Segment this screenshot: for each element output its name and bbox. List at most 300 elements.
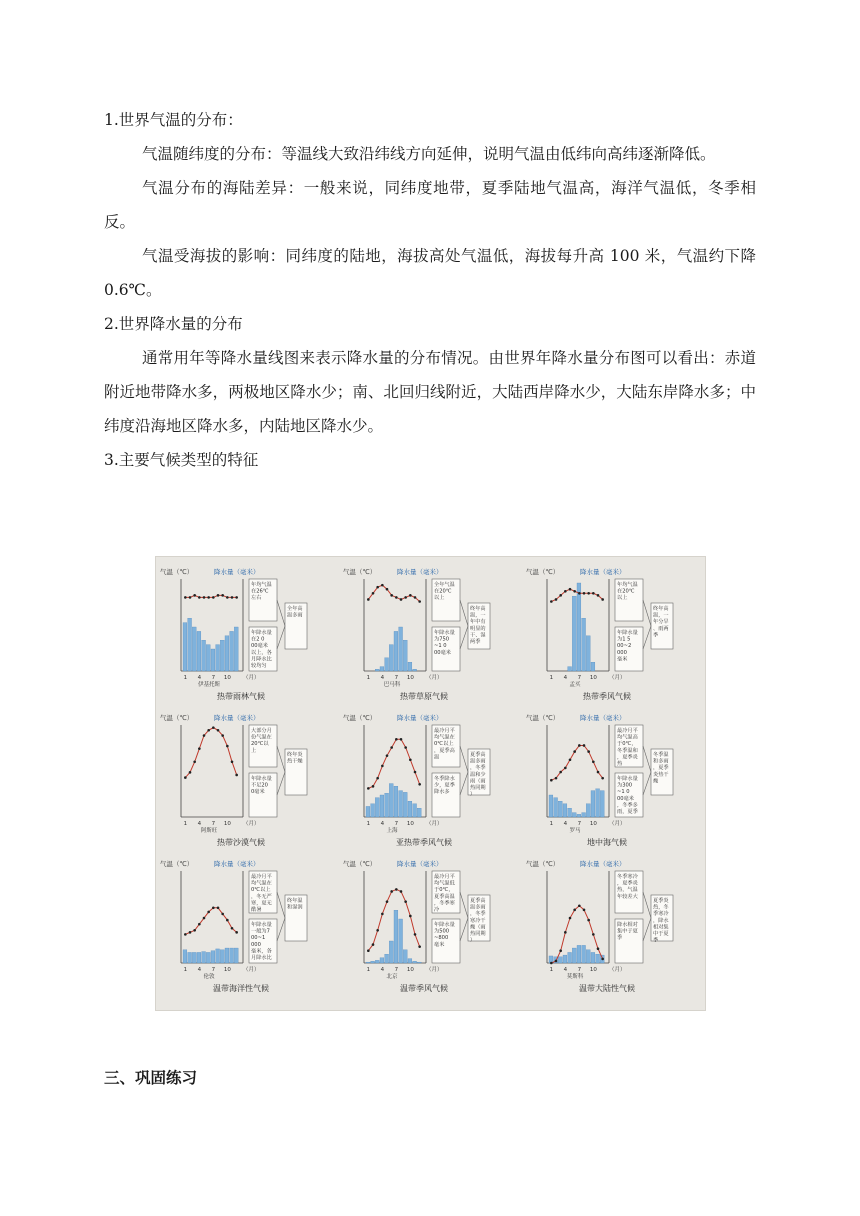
precip-bar — [211, 649, 215, 671]
precip-bar — [417, 808, 421, 817]
month-tick: 7 — [577, 675, 582, 681]
summary-note-text: 炎热干 — [653, 771, 669, 778]
summary-note-text: 温多雨 — [287, 612, 303, 619]
temp-point — [414, 596, 417, 599]
precip-bar — [230, 948, 234, 963]
month-unit: （月） — [243, 675, 260, 681]
temp-point — [390, 890, 393, 893]
temp-point — [578, 592, 581, 595]
precip-bar — [385, 793, 389, 817]
temp-point — [386, 754, 389, 757]
temp-point — [203, 734, 206, 737]
temp-note-text: 冬季温和 — [617, 747, 638, 754]
summary-note-text: 热干燥 — [287, 758, 303, 765]
city-label: 伦敦 — [203, 974, 215, 980]
temp-point — [217, 594, 220, 597]
summary-note-text: 冬季温 — [653, 752, 669, 758]
temp-point — [583, 909, 586, 912]
precip-bar — [389, 645, 393, 671]
precip-bar — [202, 952, 206, 963]
temp-note-text: 0℃以上 — [251, 887, 271, 894]
precip-bar — [385, 658, 389, 671]
temp-point — [207, 911, 210, 914]
summary-note-text: 寒冷干 — [470, 917, 486, 924]
month-tick: 1 — [183, 821, 188, 827]
summary-note-text: 温，一 — [470, 612, 486, 619]
precip-note-text: 00~2 — [617, 643, 632, 650]
summary-note-text: 和多雨 — [653, 758, 669, 765]
summary-note-text: 终年高 — [653, 606, 669, 612]
temp-note-text: 以上 — [617, 595, 628, 602]
precip-bar — [554, 798, 558, 817]
temp-point — [409, 594, 412, 597]
month-tick: 4 — [380, 967, 385, 973]
temp-point — [189, 771, 192, 774]
precip-bar — [394, 910, 398, 963]
month-tick: 7 — [211, 675, 216, 681]
month-tick: 4 — [563, 967, 568, 973]
precip-bar — [375, 669, 379, 671]
temp-axis-label: 气温（℃） — [160, 860, 194, 868]
precip-bar — [582, 945, 586, 963]
climate-caption: 热带季风气候 — [583, 692, 631, 701]
precip-bar — [188, 952, 192, 963]
precip-note-text: 年降水量 — [434, 922, 455, 928]
month-tick: 7 — [211, 967, 216, 973]
month-tick: 1 — [549, 821, 554, 827]
temp-note-text: 于0℃， — [617, 741, 637, 748]
paragraph-altitude: 气温受海拔的影响：同纬度的陆地，海拔高处气温低，海拔每升高 100 米，气温约下降 0.6℃。 — [104, 247, 756, 299]
summary-note-text: 热同期 — [470, 785, 486, 791]
precip-note-text: 为1 5 — [617, 636, 631, 643]
connector — [277, 600, 285, 626]
precip-note-text: 不足20 — [251, 782, 268, 789]
temp-axis-label: 气温（℃） — [343, 860, 377, 868]
precip-bar — [197, 631, 201, 671]
temp-note-text: 冷 — [434, 907, 440, 913]
climate-caption: 热带沙漠气候 — [217, 838, 265, 847]
precip-note-text: 00毫米 — [617, 795, 634, 802]
precip-bar — [563, 804, 567, 817]
temp-point — [578, 744, 581, 747]
precip-bar — [225, 948, 229, 963]
temp-point — [569, 588, 572, 591]
precip-bar — [380, 795, 384, 817]
temp-note-text: 冬季寒冷 — [617, 874, 638, 880]
paragraph-land-sea: 气温分布的海陆差异：一般来说，同纬度地带，夏季陆地气温高，海洋气温低，冬季相反。 — [104, 179, 756, 231]
precip-bar — [206, 952, 210, 963]
temp-point — [404, 746, 407, 749]
precip-axis-label: 降水量（毫米） — [580, 568, 626, 576]
summary-note-text: 季寒冷 — [653, 911, 669, 918]
temp-note-text: 在20℃ — [434, 588, 452, 595]
climate-caption: 热带草原气候 — [400, 692, 448, 701]
temp-point — [226, 919, 229, 922]
precip-note-text: 年降水量 — [251, 776, 272, 782]
summary-note-text: 中于夏 — [653, 931, 669, 937]
precip-bar — [399, 791, 403, 817]
connector — [643, 746, 651, 772]
month-tick: 10 — [406, 675, 414, 681]
temp-note-text: 热，气温 — [617, 887, 638, 894]
temp-point — [203, 917, 206, 920]
summary-note-text: 和湿润 — [287, 904, 303, 911]
temp-point — [601, 777, 604, 780]
temp-point — [231, 596, 234, 599]
summary-note-text: ，冬季 — [470, 911, 486, 918]
precip-note-text: 毫米 — [434, 941, 445, 948]
summary-note-text: 季 — [653, 937, 659, 944]
temp-point — [414, 771, 417, 774]
temp-point — [367, 598, 370, 601]
temp-point — [221, 594, 224, 597]
temp-point — [409, 758, 412, 761]
temp-point — [217, 729, 220, 732]
precip-bar — [183, 950, 187, 963]
temp-point — [212, 596, 215, 599]
city-label: 孟买 — [569, 682, 581, 688]
summary-note-text: ） — [470, 937, 476, 944]
connector — [277, 892, 285, 918]
temp-point — [376, 929, 379, 932]
temp-point — [564, 767, 567, 770]
precip-note-text: ~1 0 — [434, 643, 447, 650]
precip-axis-label: 降水量（毫米） — [397, 568, 443, 576]
month-tick: 10 — [223, 967, 231, 973]
precip-bar — [371, 804, 375, 817]
precip-bar — [380, 958, 384, 963]
temp-axis-label: 气温（℃） — [160, 714, 194, 722]
temp-note-text: 均气温在 — [434, 734, 455, 741]
precip-bar — [211, 951, 215, 963]
temp-line — [368, 585, 419, 601]
temp-point — [573, 590, 576, 593]
precip-bar — [389, 784, 393, 817]
precip-note-text: 月降水比 — [251, 656, 272, 663]
temp-point — [559, 771, 562, 774]
month-tick: 7 — [211, 821, 216, 827]
month-tick: 10 — [589, 967, 597, 973]
temp-note-text: 均气温在 — [251, 880, 272, 887]
precip-bar — [408, 662, 412, 671]
month-unit: （月） — [426, 967, 443, 973]
connector — [460, 746, 468, 772]
temp-note-text: 全年气温 — [434, 582, 455, 588]
month-tick: 7 — [394, 967, 399, 973]
precip-note-text: 为500 — [434, 928, 450, 935]
precip-bar — [188, 618, 192, 671]
temp-point — [367, 949, 370, 952]
precip-note-text: ~800 — [434, 935, 449, 942]
temp-point — [550, 962, 553, 965]
month-tick: 10 — [223, 675, 231, 681]
temp-point — [395, 596, 398, 599]
temp-point — [573, 909, 576, 912]
precip-bar — [591, 952, 595, 963]
temp-note-text: 温 — [434, 754, 440, 761]
precip-bar — [385, 954, 389, 963]
temp-axis-label: 气温（℃） — [343, 714, 377, 722]
month-tick: 1 — [366, 675, 371, 681]
precip-note-text: 000 — [251, 941, 261, 948]
precip-note-text: 毫米，各 — [251, 948, 272, 955]
temp-line — [368, 739, 419, 788]
precip-bar — [413, 804, 417, 817]
precip-bar — [230, 631, 234, 671]
precip-note-text: 在2 0 — [251, 636, 265, 643]
temp-note-text: 上 — [251, 747, 257, 754]
temp-point — [418, 600, 421, 603]
temp-point — [193, 761, 196, 764]
city-label: 北京 — [386, 974, 398, 980]
month-tick: 7 — [577, 821, 582, 827]
summary-note-text: ，降水 — [653, 917, 669, 924]
climate-caption: 温带海洋性气候 — [213, 984, 269, 993]
temp-point — [569, 917, 572, 920]
summary-note-text: 干、湿 — [470, 632, 486, 639]
climate-types-figure — [155, 556, 706, 1011]
temp-note-text: 在20℃ — [617, 588, 635, 595]
summary-note-text: 终年温 — [287, 898, 303, 904]
month-tick: 4 — [563, 675, 568, 681]
temp-axis-label: 气温（℃） — [526, 568, 560, 576]
temp-point — [207, 729, 210, 732]
precip-bar — [563, 955, 567, 963]
summary-note-text: 终年炎 — [287, 752, 303, 758]
temp-point — [212, 907, 215, 910]
precip-note-text: 雨，夏季 — [617, 809, 638, 815]
month-tick: 4 — [197, 967, 202, 973]
temp-point — [395, 738, 398, 741]
precip-bar — [596, 954, 600, 963]
temp-point — [235, 931, 238, 934]
paragraph-latitude: 气温随纬度的分布：等温线大致沿纬线方向延伸，说明气温由低纬向高纬逐渐降低。 — [142, 145, 716, 163]
precip-bar — [394, 631, 398, 671]
temp-note-text: 最冷月平 — [251, 874, 272, 880]
precip-note-text: 冬季降水 — [434, 776, 455, 782]
precip-note-text: 一般为7 — [251, 928, 270, 935]
month-unit: （月） — [243, 967, 260, 973]
summary-note-text: ，夏季 — [653, 765, 669, 772]
temp-note-text: 0℃以上 — [434, 741, 454, 748]
precip-bar — [403, 640, 407, 671]
precip-bar — [403, 950, 407, 963]
temp-point — [381, 584, 384, 587]
precip-bar — [558, 801, 562, 817]
precip-bar — [558, 957, 562, 963]
temp-axis-label: 气温（℃） — [343, 568, 377, 576]
precip-bar — [596, 789, 600, 817]
temp-point — [550, 779, 553, 782]
precip-note-text: 以上，各 — [251, 649, 272, 656]
summary-note-text: 相对集 — [653, 924, 669, 931]
temp-point — [592, 761, 595, 764]
precip-bar — [568, 952, 572, 963]
connector — [460, 626, 468, 649]
precip-bar — [192, 952, 196, 963]
precip-bar — [220, 640, 224, 671]
temp-line — [551, 745, 602, 780]
precip-bar — [568, 667, 572, 671]
precip-bar — [413, 669, 417, 671]
section-heading-practice: 三、巩固练习 — [104, 1069, 198, 1087]
precip-note-text: 0毫米 — [251, 789, 265, 796]
temp-point — [418, 945, 421, 948]
month-tick: 1 — [366, 821, 371, 827]
temp-point — [198, 747, 201, 750]
precip-bar — [206, 645, 210, 671]
temp-point — [184, 776, 187, 779]
summary-note-text: 温，一 — [653, 612, 669, 619]
temp-point — [184, 596, 187, 599]
climate-caption: 温带季风气候 — [400, 984, 448, 993]
summary-note-text: 夏季高 — [470, 752, 486, 758]
month-unit: （月） — [609, 821, 626, 827]
temp-note-text: 20℃以 — [251, 741, 269, 748]
city-label: 阿斯旺 — [200, 828, 218, 834]
precip-bar — [572, 948, 576, 963]
temp-point — [414, 933, 417, 936]
month-unit: （月） — [426, 675, 443, 681]
precip-bar — [216, 645, 220, 671]
precip-note-text: 年降水量 — [617, 776, 638, 782]
precip-axis-label: 降水量（毫米） — [214, 714, 260, 722]
temp-point — [592, 592, 595, 595]
connector — [460, 918, 468, 941]
precip-note-text: 月降水比 — [251, 955, 272, 961]
city-label: 上海 — [386, 828, 398, 834]
paragraph-precipitation: 通常用年等降水量线图来表示降水量的分布情况。由世界年降水量分布图可以看出：赤道附近地带降水多，两极地区降水少；南、北回归线附近，大陆西岸降水少，大陆东岸降水多；中纬度沿海地区降水多，内陆地区降水少。 — [104, 349, 756, 435]
summary-note-text: 雨（雨 — [470, 778, 486, 785]
precip-bar — [568, 808, 572, 817]
temp-point — [372, 943, 375, 946]
precip-axis-label: 降水量（毫米） — [214, 568, 260, 576]
connector — [277, 746, 285, 772]
summary-note-text: 热同期 — [470, 931, 486, 937]
precip-bar — [591, 791, 595, 817]
temp-note-text: 最冷月平 — [617, 728, 638, 734]
temp-point — [573, 750, 576, 753]
temp-point — [221, 734, 224, 737]
temp-point — [372, 785, 375, 788]
precip-bar — [183, 623, 187, 671]
precip-bar — [572, 813, 576, 817]
connector — [643, 772, 651, 795]
temp-note-text: ，冬季寒 — [434, 900, 455, 907]
precip-bar — [366, 806, 370, 817]
city-label: 莫斯科 — [566, 974, 584, 980]
precip-axis-label: 降水量（毫米） — [214, 860, 260, 868]
temp-note-text: 最冷月平 — [434, 728, 455, 734]
precip-bar — [408, 959, 412, 963]
precip-bar — [394, 786, 398, 817]
precip-note-text: 降水相对 — [617, 922, 638, 928]
precip-axis-label: 降水量（毫米） — [580, 860, 626, 868]
temp-point — [564, 931, 567, 934]
precip-note-text: 降水多 — [434, 789, 450, 796]
precip-note-text: 00~1 — [251, 935, 266, 942]
precip-note-text: 为750 — [434, 636, 450, 643]
month-tick: 10 — [406, 821, 414, 827]
precip-bar — [586, 950, 590, 963]
precip-bar — [413, 961, 417, 963]
temp-axis-label: 气温（℃） — [526, 714, 560, 722]
temp-point — [381, 765, 384, 768]
summary-note-text: 温多雨 — [470, 904, 486, 911]
month-tick: 7 — [394, 821, 399, 827]
temp-note-text: 年均气温 — [617, 582, 638, 588]
temp-point — [583, 592, 586, 595]
temp-point — [592, 933, 595, 936]
summary-note-text: 夏季高 — [470, 898, 486, 904]
temp-note-text: ，夏季炎 — [617, 754, 638, 761]
summary-note-text: 、雨两 — [653, 625, 669, 632]
temp-point — [198, 596, 201, 599]
temp-point — [235, 596, 238, 599]
precip-bar — [549, 795, 553, 817]
month-tick: 1 — [183, 675, 188, 681]
temp-point — [597, 771, 600, 774]
temp-point — [189, 931, 192, 934]
temp-point — [217, 907, 220, 910]
temp-point — [587, 919, 590, 922]
city-label: 巴马科 — [383, 682, 401, 688]
connector — [643, 918, 651, 941]
summary-note-text: ，冬季 — [470, 765, 486, 772]
month-unit: （月） — [609, 675, 626, 681]
precip-note-text: 较均匀 — [251, 663, 267, 669]
temp-point — [231, 761, 234, 764]
temp-point — [583, 744, 586, 747]
precip-axis-label: 降水量（毫米） — [397, 714, 443, 722]
temp-note-text: 最冷月平 — [434, 874, 455, 880]
climate-caption: 温带大陆性气候 — [579, 984, 635, 993]
climate-caption: 地中海气候 — [587, 838, 627, 847]
month-tick: 7 — [394, 675, 399, 681]
temp-point — [555, 777, 558, 780]
temp-note-text: 年均气温 — [251, 582, 272, 588]
connector — [277, 918, 285, 941]
precip-note-text: 年降水量 — [251, 630, 272, 636]
temp-point — [400, 598, 403, 601]
precip-bar — [600, 791, 604, 817]
month-tick: 1 — [366, 967, 371, 973]
precip-axis-label: 降水量（毫米） — [397, 860, 443, 868]
temp-note-text: 份气温在 — [251, 734, 272, 741]
temp-point — [587, 592, 590, 595]
temp-line — [185, 728, 236, 778]
temp-line — [185, 908, 236, 935]
connector — [277, 626, 285, 649]
month-tick: 1 — [549, 675, 554, 681]
summary-note-text: 热，冬 — [653, 904, 669, 911]
temp-point — [597, 594, 600, 597]
precip-note-text: 集中于夏 — [617, 928, 638, 935]
precip-bar — [375, 798, 379, 817]
temp-point — [400, 738, 403, 741]
temp-point — [189, 596, 192, 599]
temp-point — [395, 888, 398, 891]
precip-axis-label: 降水量（毫米） — [580, 714, 626, 722]
summary-note-text: 年分旱 — [653, 619, 669, 626]
connector — [460, 892, 468, 918]
precip-bar — [572, 596, 576, 671]
temp-point — [601, 958, 604, 961]
precip-note-text: 毫米 — [617, 656, 628, 663]
summary-note-text: 燥 — [653, 778, 659, 785]
summary-note-text: 燥（雨 — [470, 924, 486, 931]
precip-bar — [417, 962, 421, 963]
